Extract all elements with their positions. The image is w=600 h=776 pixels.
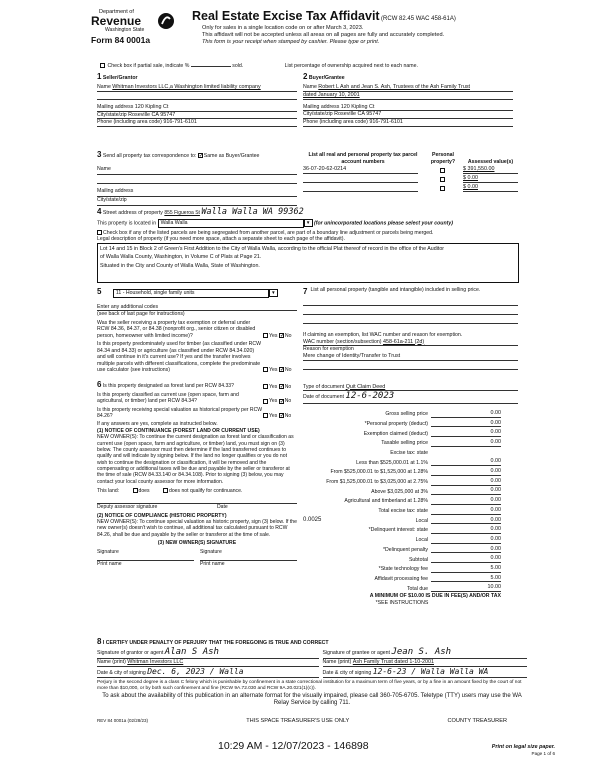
document-date[interactable]: 12-6-2023 <box>345 391 395 402</box>
tax-row <box>303 408 501 418</box>
tax-row-value[interactable]: 0.00 <box>431 439 501 447</box>
seller-name[interactable]: Whitman Investors LLC,a Washington limited liability company <box>112 84 261 90</box>
seller-section: 1 Seller/Grantor Name Whitman Investors LLC,a Washington limited liability company Mailing address 120 Kipling Ct City/state/zip Roseville CA 95747 Phone (including area code) 916-791-6101 <box>97 72 297 127</box>
tax-row-value[interactable]: 0.00 <box>431 458 501 466</box>
seller-city[interactable]: Roseville CA 95747 <box>128 111 176 118</box>
tax-row-label: Agricultural and timberland at 1.28% <box>344 498 428 505</box>
grantee-signature[interactable]: Jean S. Ash <box>391 647 452 657</box>
current-use-no-checkbox[interactable] <box>279 399 284 404</box>
wac-number[interactable]: 458-61a-211 (2d) <box>382 338 425 345</box>
forest-yes-checkbox[interactable] <box>263 384 268 389</box>
q1-yes-checkbox[interactable] <box>263 333 268 338</box>
street-address-handwritten: Walla Walla WA 99362 <box>201 207 304 217</box>
tax-row-label: Local <box>415 537 428 544</box>
county-treasurer-label: COUNTY TREASURER <box>447 718 507 724</box>
tax-row <box>303 466 501 476</box>
tax-row <box>303 534 501 544</box>
tax-row-value[interactable]: 5.00 <box>431 575 501 583</box>
legal-paper-note: Print on legal size paper. Page 1 of 6 <box>491 744 555 756</box>
tax-row <box>303 495 501 505</box>
buyer-city[interactable]: Roseville CA 95747 <box>334 111 382 118</box>
tax-row-value[interactable]: 0.00 <box>431 526 501 534</box>
street-address[interactable]: 855 Figueroa St <box>164 210 200 216</box>
grantee-name[interactable]: Ash Family Trust dated 1-10-2001 <box>352 659 434 666</box>
personal-property-section: 7 List all personal property (tangible and intangible) included in selling price. If claiming an exemption, list WAC number and reason for exemption. WAC number (section/subsection) 458-61a-211 (2d) Reason for exemption Mere change of Identity/Transfer to Trust Type of document Quit Claim Deed Date of document 12-6-2023 <box>303 287 518 404</box>
tax-row <box>303 447 501 457</box>
treasurer-use-label: THIS SPACE TREASURER'S USE ONLY <box>246 718 350 724</box>
tax-row-label: Exemption claimed (deduct) <box>363 430 428 437</box>
tax-row-label: Local <box>415 517 428 524</box>
minimum-due-note: A MINIMUM OF $10.00 IS DUE IN FEE(S) AND/OR TAX <box>369 593 501 600</box>
tax-row <box>303 515 501 525</box>
tax-row <box>303 418 501 428</box>
personal-property-checkbox[interactable] <box>440 177 445 182</box>
certification-section: 8 I CERTIFY UNDER PENALTY OF PERJURY THAT THE FOREGOING IS TRUE AND CORRECT Signature of grantor or agent Alan S Ash Name (print) Whitman Investors LLC Date & city of signing Dec. 6, 2023 / Walla Signature of grantee or agent Jean S. Ash Name (print) Ash Family Trust dated 1-10-2001 Date & city of signing 12-6-23 / Walla Walla WA Perjury in the second degree is a class C felony which is punishable by confinement in a state correctional institution for a maximum term of five years, or by a fine in an amount fixed by the court of not more than $10,000, or by both such confinement and fine (RCW 9A.72.030 and RCW 9A.20.021(1)(c)). To ask about the availability of this publication in an alternate format for the visually impaired, please call 360-705-6705. Teletype (TTY) users may use the WA Relay Service by calling 711. <box>97 637 527 708</box>
tax-row <box>303 476 501 486</box>
assessed-value[interactable]: $ 391,550.00 <box>463 166 518 174</box>
location-select[interactable]: Walla Walla <box>158 219 304 228</box>
buyer-mailing[interactable]: 120 Kipling Ct <box>340 103 375 110</box>
chevron-down-icon[interactable]: ▼ <box>304 219 313 227</box>
alt-format-notice: To ask about the availability of this publication in an alternate format for the visually impaired, please call 360-705-6705. Teletype (TTY) users may use the WA Relay Service by calling 711. <box>102 692 522 707</box>
tax-row-value[interactable]: 0.00 <box>431 410 501 418</box>
tax-row-label: Total due <box>406 585 428 592</box>
tax-row-value[interactable]: 0.00 <box>431 507 501 515</box>
does-checkbox[interactable] <box>133 488 138 493</box>
seller-mailing[interactable]: 120 Kipling Ct <box>134 103 169 110</box>
q2-no-checkbox[interactable] <box>279 367 284 372</box>
seller-phone[interactable]: 916-791-6101 <box>163 119 197 126</box>
historic-yes-checkbox[interactable] <box>263 413 268 418</box>
grantee-date[interactable]: 12-6-23 / Walla Walla WA <box>372 667 489 676</box>
parcels-table <box>303 152 518 192</box>
personal-col-header: Personal property? <box>430 152 456 165</box>
tax-row <box>303 544 501 554</box>
land-use-section: 5 11 - Household, single family units ▼ Enter any additional codes (see back of last page for instructions) Was the seller receiving a property tax exemption or deferral under RCW 84.36, 84.37, or 84.38 (nonprofit org., senior citizen or disabled person, homeowner with limited income)? Yes ✓ No Is this property predominately used for timber (as classified under RCW 84.34 and 84.33) or agriculture (as classified under RCW 84.34.020) and will continue in it's current use? If yes and the transfer involves multiple parcels with different classifications, complete the predominate use calculator (see instructions) Yes ✓ No <box>97 287 297 374</box>
tax-row-value[interactable]: 0.00 <box>431 555 501 563</box>
tax-row-label: Less than $525,000.01 at 1.1% <box>356 459 428 466</box>
perjury-notice: Perjury in the second degree is a class C felony which is punishable by confinement in a state correctional institution for a maximum term of five years, or by a fine in an amount fixed by the court of not more than $10,000, or by both such confinement and fine (RCW 9A.72.030 and RCW 9A.20.021(1)(c)). <box>97 680 522 691</box>
tax-row-value[interactable]: 0.00 <box>431 420 501 428</box>
tax-row-value[interactable]: 0.00 <box>431 487 501 495</box>
partial-sale-checkbox[interactable] <box>100 63 105 68</box>
forest-no-checkbox[interactable] <box>279 384 284 389</box>
local-rate: 0.0025 <box>303 516 322 523</box>
parcel-number[interactable] <box>303 175 418 183</box>
tax-row-label: From $1,525,000.01 to $3,025,000 at 2.75% <box>326 479 428 485</box>
tax-row-value[interactable]: 0.00 <box>431 497 501 505</box>
see-instructions-note: *SEE INSTRUCTIONS <box>375 599 429 606</box>
recording-stamp: 10:29 AM - 12/07/2023 - 146898 <box>218 740 369 752</box>
tax-row <box>303 563 501 573</box>
tax-row-label: Above $3,025,000 at 3% <box>371 488 428 495</box>
parcel-number[interactable] <box>303 184 418 192</box>
footer <box>97 718 527 725</box>
tax-row-label: From $525,000.01 to $1,525,000 at 1.28% <box>330 469 428 476</box>
tax-row-label: *Delinquent penalty <box>383 546 428 553</box>
tax-row <box>303 553 501 563</box>
tax-row <box>303 456 501 466</box>
tax-row-value[interactable]: 0.00 <box>431 468 501 476</box>
tax-row-value[interactable]: 0.00 <box>431 429 501 437</box>
document-type[interactable]: Quit Claim Deed <box>345 383 386 390</box>
grantor-name[interactable]: Whitman Investors LLC <box>127 659 184 666</box>
tax-row <box>303 582 501 592</box>
tax-row <box>303 524 501 534</box>
tax-row-label: Subtotal <box>408 556 428 563</box>
assessed-col-header: Assessed value(s) <box>467 158 514 165</box>
same-as-buyer-checkbox[interactable] <box>198 153 203 158</box>
header-instructions: Only for sales in a single location code on or after March 3, 2023. This affidavit will not be accepted unless all areas on all pages are fully and accurately completed. This form is your receipt when stamped by cashier. Please type or print. <box>202 25 445 45</box>
chevron-down-icon[interactable]: ▼ <box>269 289 278 297</box>
designation-section: 6 Is this property designated as forest land per RCW 84.33? Yes ✓ No Is this property classified as current use (open space, farm and agricultural, or timber) land per RCW 84.34? Yes ✓ No Is this property receiving special valuation as historical property per RCW 84.26? Yes ✓ No If any answers are yes, complete as instructed below. (1) NOTICE OF CONTINUANCE (FOREST LAND OR CURRENT USE) NEW OWNER(S): To continue the current designation as forest land or classification as current use (open space, farm and agriculture, or timber) land, you must sign on (3) below. The county assessor must then determine if the land transferred continues to qualify and will indicate by signing below. If the land no longer qualifies or you do not wish to continue the designation or classification, it will be removed and the compensating or additional taxes will be due and payable by the seller or transferor at the time of sale (RCW 84.33.140 or 84.34.108). Prior to signing (3) below, you may contact your local county assessor for more information. This land: does does not qualify for continuance. Deputy assessor signature Date (2) NOTICE OF COMPLIANCE (HISTORIC PROPERTY) NEW OWNER(S): To continue special valuation as historic property, sign (3) below. If the new owner(s) doesn't wish to continue, all additional tax calculated pursuant to RCW 84.26, shall be due and payable by the seller or transferor at the time of sale. (3) NEW OWNER(S) SIGNATURE Signature Print name Signature Print name <box>97 380 297 567</box>
assessed-value[interactable]: $ 0.00 <box>463 175 518 183</box>
legal-description-box[interactable]: Lot 14 and 15 in Block 2 of Green's First Addition to the City of Walla Walla, according to the official Plat thereof of record in the office of the Auditor of Walla Walla County, Washington, in Volume C of Plats at Page 21. Situated in the City and County of Walla Walla, State of Washington. <box>97 243 519 283</box>
current-use-yes-checkbox[interactable] <box>263 399 268 404</box>
tax-row-label: Gross selling price <box>385 411 428 418</box>
buyer-name-2[interactable]: dated January 10, 2001 <box>303 91 360 98</box>
exemption-reason[interactable]: Mere change of Identity/Transfer to Trust <box>303 352 401 359</box>
does-not-checkbox[interactable] <box>163 488 168 493</box>
tax-row-value[interactable]: 0.00 <box>431 536 501 544</box>
tax-row <box>303 437 501 447</box>
tax-row-value[interactable]: 5.00 <box>431 565 501 573</box>
state-label: Washington State <box>105 26 145 33</box>
correspondence-section: 3 Send all property tax correspondence to: ✓ Same as Buyer/Grantee Name Mailing address City/state/zip <box>97 150 297 206</box>
personal-property-checkbox[interactable] <box>440 168 445 173</box>
personal-property-checkbox[interactable] <box>440 186 445 191</box>
buyer-section: 2 Buyer/Grantee Name Robert L Ash and Jean S. Ash, Trustees of the Ash Family Trust dated January 10, 2001 Mailing address 120 Kipling Ct City/state/zip Roseville CA 95747 Phone (including area code) 916-791-6101 <box>303 72 513 127</box>
parcel-row <box>303 165 518 174</box>
tax-row-label: Affidavit processing fee <box>374 575 428 582</box>
tax-row-value[interactable]: 0.00 <box>431 478 501 486</box>
tax-row <box>303 427 501 437</box>
tax-table <box>303 408 501 606</box>
dor-logo <box>91 9 176 51</box>
historic-no-checkbox[interactable] <box>279 413 284 418</box>
parcel-col-header: List all real and personal property tax parcel account numbers <box>308 152 418 165</box>
tax-row-label: Total excise tax: state <box>378 508 428 515</box>
tax-row-label: Taxable selling price <box>381 440 428 447</box>
tax-row <box>303 573 501 583</box>
buyer-name[interactable]: Robert L Ash and Jean S. Ash, Trustees of the Ash Family Trust <box>318 84 471 90</box>
tax-row-value[interactable]: 0.00 <box>431 517 501 525</box>
tax-row-value[interactable]: 0.00 <box>431 546 501 554</box>
form-number: Form 84 0001a <box>91 35 151 46</box>
q1-no-checkbox[interactable] <box>279 333 284 338</box>
buyer-phone[interactable]: 916-791-6101 <box>369 119 403 125</box>
logo-swirl-icon <box>157 12 175 30</box>
segregated-checkbox[interactable] <box>97 230 102 235</box>
tax-row-value[interactable]: 10.00 <box>431 584 501 592</box>
parcel-number[interactable]: 36-07-20-62-0214 <box>303 166 418 174</box>
tax-row <box>303 505 501 515</box>
tax-row-label: *Personal property (deduct) <box>364 420 428 427</box>
tax-row-label: *State technology fee <box>378 566 428 573</box>
parcel-row <box>303 174 518 183</box>
revision-label: REV 84 0001a (02/28/23) <box>97 718 149 723</box>
q2-yes-checkbox[interactable] <box>263 367 268 372</box>
assessed-value[interactable]: $ 0.00 <box>463 184 518 192</box>
grantor-signature[interactable]: Alan S Ash <box>164 647 219 657</box>
tax-row-label: Excise tax: state <box>390 449 428 456</box>
tax-row <box>303 486 501 496</box>
page-title: Real Estate Excise Tax Affidavit (RCW 82.45 WAC 458-61A) <box>192 9 456 23</box>
tax-row-label: *Delinquent interest: state <box>368 527 428 534</box>
parcel-row <box>303 183 518 192</box>
property-section: 4 Street address of property 855 Figueroa St Walla Walla WA 99362 This property is located in Walla Walla ▼ (for unincorporated locations please select your county) Check box if any of the listed parcels are being segregated from another parcel, are part of a boundary line adjustment or parcels being merged. Legal description of property (if you need more space, attach a separate sheet to each page of the affidavit). Lot 14 and 15 in Block 2 of Green's First Addition to the City of Walla Walla, according to the official Plat thereof of record in the office of the Auditor of Walla Walla County, Washington, in Volume C of Plats at Page 21. Situated in the City and County of Walla Walla, State of Washington. <box>97 207 519 283</box>
revenue-label: Revenue <box>91 13 142 28</box>
grantor-date[interactable]: Dec. 6, 2023 / Walla <box>147 667 244 676</box>
land-use-select[interactable]: 11 - Household, single family units <box>113 289 269 298</box>
dept-label: Department of <box>99 9 134 15</box>
partial-sale-row: Check box if partial sale, indicate % sold. List percentage of ownership acquired next to each name. <box>100 63 520 70</box>
